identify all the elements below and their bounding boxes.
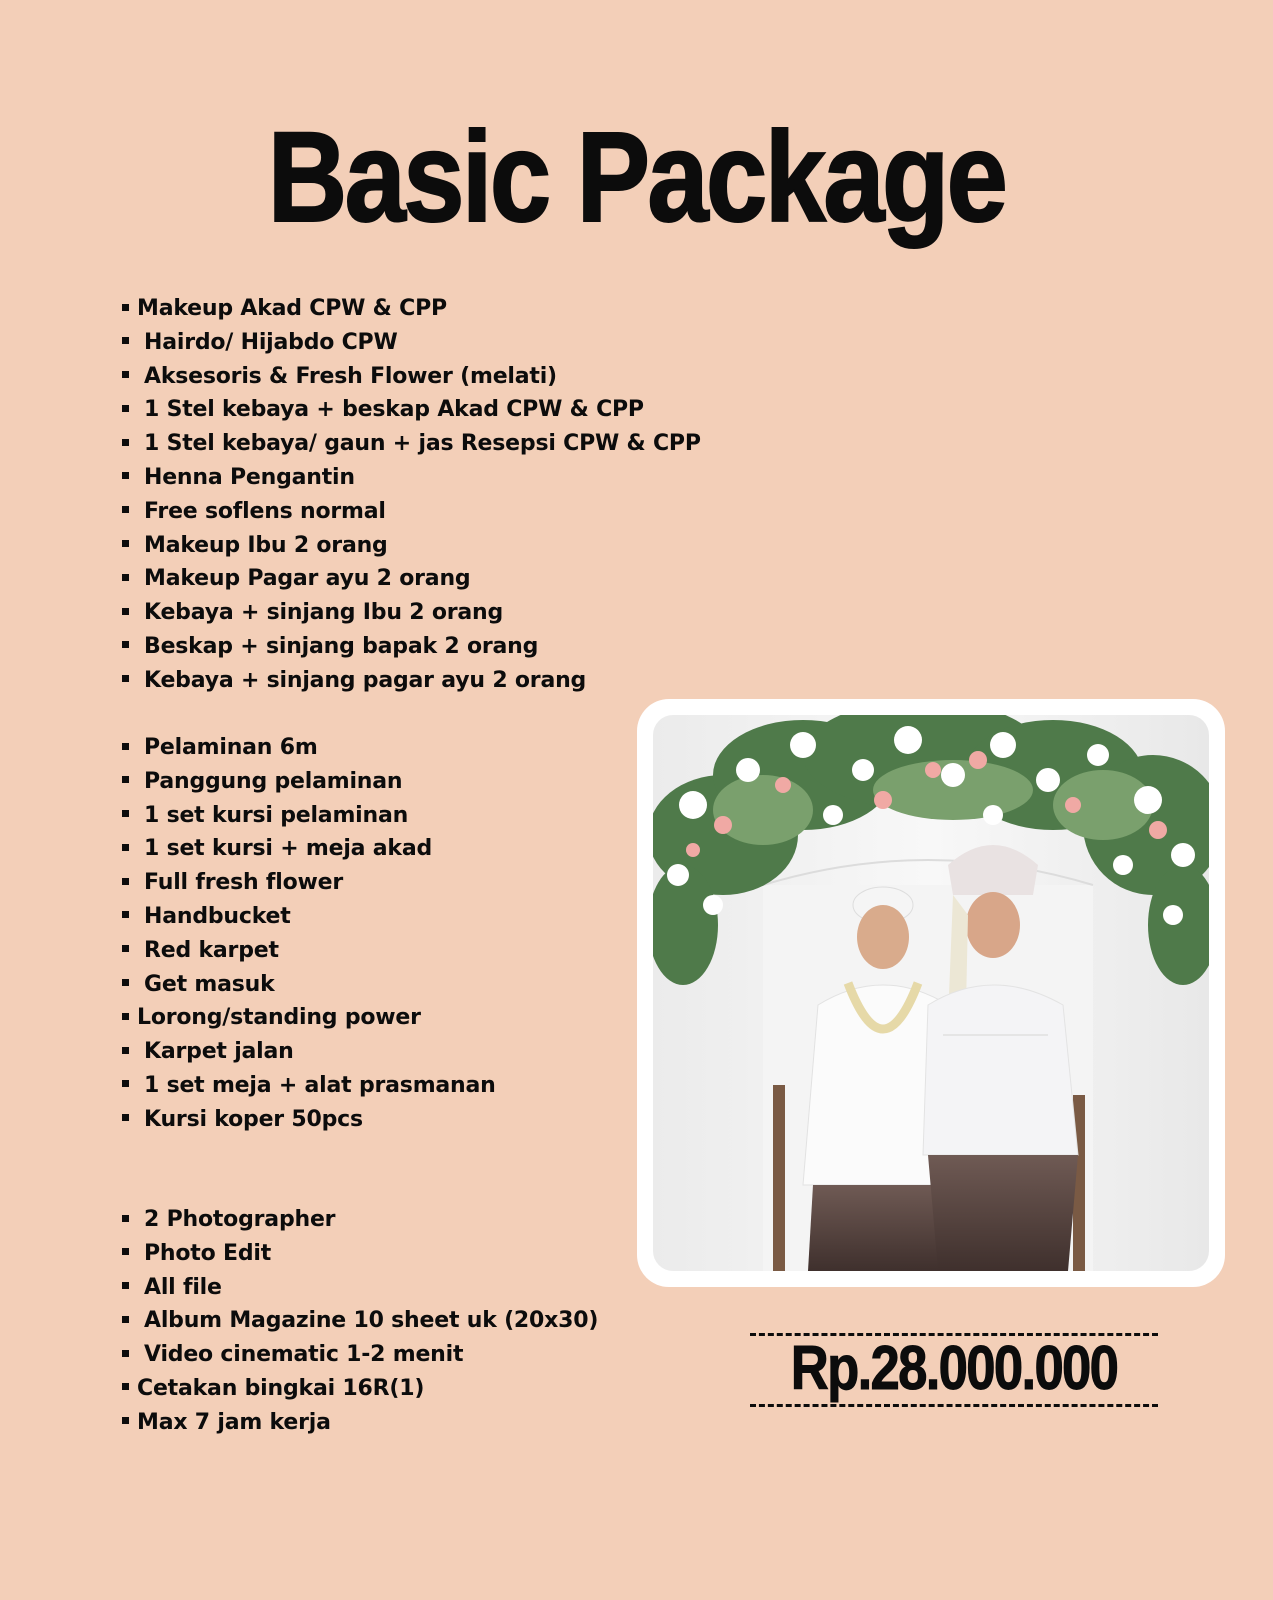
list-item <box>122 562 701 596</box>
list-item <box>122 529 701 563</box>
list-item <box>122 866 496 900</box>
bullet-icon <box>122 844 129 851</box>
list-item <box>122 461 701 495</box>
list-item <box>122 765 496 799</box>
documentation-list <box>122 1203 598 1440</box>
list-item <box>122 832 496 866</box>
bullet-icon <box>122 439 129 446</box>
list-item-label: All file <box>144 1274 222 1300</box>
list-item <box>122 495 701 529</box>
list-item-label: Kebaya + sinjang pagar ayu 2 orang <box>144 667 587 693</box>
list-item <box>122 1001 496 1035</box>
bullet-icon <box>122 1350 129 1357</box>
bullet-icon <box>122 1417 129 1424</box>
list-item-label: Pelaminan 6m <box>144 735 318 760</box>
bullet-icon <box>122 1047 129 1054</box>
list-item <box>122 1372 598 1406</box>
list-item-label: Lorong/standing power <box>137 1005 421 1031</box>
bullet-icon <box>122 776 129 783</box>
list-item-label: 1 set kursi + meja akad <box>144 836 433 862</box>
list-item-label: 1 Stel kebaya + beskap Akad CPW & CPP <box>144 397 644 423</box>
bullet-icon <box>122 371 129 378</box>
list-item <box>122 1203 598 1237</box>
bullet-icon <box>122 472 129 479</box>
bullet-icon <box>122 1080 129 1087</box>
bullet-icon <box>122 743 129 750</box>
bullet-icon <box>122 1215 129 1222</box>
list-item <box>122 1271 598 1305</box>
makeup-attire-list <box>122 292 701 698</box>
list-item <box>122 1406 598 1440</box>
list-item <box>122 664 701 698</box>
bullet-icon <box>122 1383 129 1390</box>
list-item-label: Makeup Ibu 2 orang <box>144 532 388 558</box>
wedding-couple-photo <box>653 715 1209 1271</box>
list-item-label: Get masuk <box>144 971 275 997</box>
list-item <box>122 630 701 664</box>
bullet-icon <box>122 878 129 885</box>
wedding-photo-frame <box>637 699 1225 1287</box>
list-item <box>122 427 701 461</box>
bullet-icon <box>122 911 129 918</box>
bullet-icon <box>122 540 129 547</box>
bullet-icon <box>122 641 129 648</box>
list-item-label: Video cinematic 1-2 menit <box>144 1342 464 1368</box>
list-item <box>122 326 701 360</box>
bullet-icon <box>122 1114 129 1121</box>
list-item <box>122 1304 598 1338</box>
list-item-label: Beskap + sinjang bapak 2 orang <box>144 633 539 659</box>
list-item <box>122 1069 496 1103</box>
price-divider-bottom <box>750 1404 1158 1407</box>
list-item-label: Kebaya + sinjang Ibu 2 orang <box>144 600 504 626</box>
list-item <box>122 596 701 630</box>
list-item-label: Handbucket <box>144 903 291 929</box>
price-block <box>750 1325 1158 1409</box>
list-item <box>122 731 496 765</box>
bullet-icon <box>122 574 129 581</box>
package-title: Basic Package <box>267 106 1006 249</box>
list-item-label: Makeup Pagar ayu 2 orang <box>144 566 471 592</box>
list-item-label: 2 Photographer <box>144 1207 336 1232</box>
bullet-icon <box>122 1248 129 1255</box>
bullet-icon <box>122 1316 129 1323</box>
list-item-label: Makeup Akad CPW & CPP <box>137 296 447 321</box>
bullet-icon <box>122 979 129 986</box>
list-item-label: Max 7 jam kerja <box>137 1409 331 1435</box>
list-item <box>122 1103 496 1137</box>
list-item <box>122 1237 598 1271</box>
bullet-icon <box>122 945 129 952</box>
list-item-label: Free soflens normal <box>144 498 386 524</box>
list-item <box>122 1338 598 1372</box>
list-item <box>122 799 496 833</box>
list-item <box>122 934 496 968</box>
list-item-label: Kursi koper 50pcs <box>144 1106 363 1132</box>
bullet-icon <box>122 1282 129 1289</box>
package-price: Rp.28.000.000 <box>790 1334 1118 1403</box>
list-item-label: Album Magazine 10 sheet uk (20x30) <box>144 1308 599 1334</box>
decoration-list <box>122 731 496 1137</box>
list-item-label: Cetakan bingkai 16R(1) <box>137 1375 425 1401</box>
list-item <box>122 360 701 394</box>
bullet-icon <box>122 304 129 311</box>
list-item-label: 1 Stel kebaya/ gaun + jas Resepsi CPW & CPP <box>144 431 701 457</box>
list-item-label: 1 set kursi pelaminan <box>144 802 409 828</box>
bullet-icon <box>122 506 129 513</box>
list-item-label: 1 set meja + alat prasmanan <box>144 1072 496 1098</box>
list-item-label: Henna Pengantin <box>144 464 355 490</box>
bullet-icon <box>122 675 129 682</box>
list-item-label: Red karpet <box>144 937 279 963</box>
bullet-icon <box>122 608 129 615</box>
list-item <box>122 900 496 934</box>
list-item <box>122 1035 496 1069</box>
list-item-label: Full fresh flower <box>144 870 344 896</box>
list-item-label: Photo Edit <box>144 1240 272 1266</box>
list-item <box>122 393 701 427</box>
list-item-label: Aksesoris & Fresh Flower (melati) <box>144 363 557 389</box>
list-item-label: Panggung pelaminan <box>144 768 403 794</box>
list-item-label: Hairdo/ Hijabdo CPW <box>144 329 398 355</box>
list-item-label: Karpet jalan <box>144 1039 294 1065</box>
list-item <box>122 968 496 1002</box>
bullet-icon <box>122 810 129 817</box>
bullet-icon <box>122 405 129 412</box>
bullet-icon <box>122 337 129 344</box>
list-item <box>122 292 701 326</box>
bullet-icon <box>122 1013 129 1020</box>
